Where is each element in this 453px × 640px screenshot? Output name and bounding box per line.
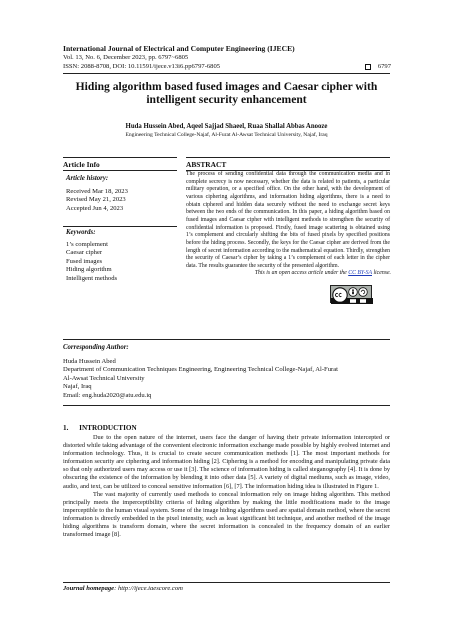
homepage-label: Journal homepage xyxy=(63,585,115,592)
introduction-body xyxy=(63,434,390,539)
introduction-heading: 1. INTRODUCTION xyxy=(63,424,137,432)
paper-title xyxy=(63,80,390,106)
article-history-list xyxy=(66,188,128,213)
journal-issn-doi: ISSN: 2088-8708, DOI: 10.11591/ijece.v13i6.pp6797-6805 xyxy=(63,63,221,70)
keywords-list xyxy=(66,241,117,283)
article-info-rule xyxy=(63,170,177,171)
received-date: Received Mar 18, 2023 xyxy=(66,188,128,195)
cc-by-sa-badge-icon[interactable] xyxy=(330,285,372,303)
article-history-heading: Article history: xyxy=(66,175,109,182)
accepted-date: Accepted Jun 4, 2023 xyxy=(66,204,124,212)
keyword: Hiding algorithm xyxy=(66,266,112,274)
corresponding-top-rule xyxy=(63,339,390,340)
affiliation: Engineering Technical College-Najaf, Al-Furat Al-Awsat Technical University, Najaf, Iraq xyxy=(125,132,328,138)
square-icon xyxy=(365,64,371,70)
journal-volume: Vol. 13, No. 6, December 2023, pp. 6797~6805 xyxy=(63,54,189,61)
corresponding-email[interactable]: Email: eng.huda2020@atu.edu.iq xyxy=(63,391,152,399)
abstract-heading: ABSTRACT xyxy=(186,160,227,169)
license-link[interactable]: CC BY-SA xyxy=(348,270,372,276)
keywords-rule xyxy=(63,226,177,227)
header-divider xyxy=(63,73,390,74)
article-info-top-rule xyxy=(63,157,177,158)
corresponding-name: Huda Hussein Abed xyxy=(63,358,116,365)
open-access-note xyxy=(255,270,391,276)
keyword: Intelligent methods xyxy=(66,274,118,282)
authors: Huda Hussein Abed, Aqeel Sajjad Shaeel, Ruaa Shallal Abbas Anooze xyxy=(125,123,328,130)
homepage-url[interactable]: : http://ijece.iaescore.com xyxy=(114,585,183,592)
footer-rule xyxy=(63,582,390,583)
open-access-prefix: This is an open access article under the xyxy=(254,270,349,276)
article-info-heading: Article Info xyxy=(63,160,100,169)
title-line-2: intelligent security enhancement xyxy=(146,93,307,107)
corresponding-heading: Corresponding Author: xyxy=(63,344,129,351)
journal-name: International Journal of Electrical and Computer Engineering (IJECE) xyxy=(63,44,295,53)
keyword: Fused images xyxy=(66,257,103,265)
introduction-paragraph-2: The vast majority of currently used methods to conceal information rely on image hiding algorithm. This method principally meets the imperceptibility criteria of hiding algorithm by making the little modifications made to the image imperceptible to the human visual system. Some of the image hiding algorithms used are spatial domain method, where the secret information is directly embedded in the pixel intensity, such as least significant bit technique, and another method of the image hiding algorithms is transform domain, where the secret information is concealed in the frequency domain of an earlier transformed image [8]. xyxy=(63,490,390,539)
corresponding-bottom-rule xyxy=(63,405,390,406)
abstract-top-rule xyxy=(186,157,390,158)
open-access-suffix: license. xyxy=(372,270,391,276)
page-number-group xyxy=(365,63,391,70)
corresponding-location: Najaf, Iraq xyxy=(63,383,92,391)
introduction-paragraph-1: Due to the open nature of the internet, users face the danger of having their private information intercepted or distorted while taking advantage of the convenient electronic information exchange made possible by highly evolved internet and information technology. Thus, it is crucial to create secure communication methods [1]. The most important methods for information security are ciphering and information hiding [2]. Ciphering is a method for encoding and manipulating private data so that only authorized users may access or use it [3]. The science of information hiding is called steganography [4]. It is done by obscuring the existence of the information by blending it into other data [5]. A variety of digital mediums, such as image, video, audio, and text, can be utilized to conceal sensitive information [6], [7]. The information hiding idea is illustrated in Figure 1. xyxy=(63,434,390,490)
journal-homepage xyxy=(63,585,183,592)
corresponding-department: Department of Communication Techniques Engineering, Engineering Technical College-Najaf, Al-Furat xyxy=(63,366,338,374)
abstract-text: The process of sending confidential data through the communication media and in complete secrecy is now necessary, whether the data is related to patients, a particular military operation, or a specified office. On the other hand, with the development of various ciphering algorithms, and information hiding algorithms, there is a need to obtain ciphered and hidden data securely without the need to exchange secret keys between the two ends of the communication. In this paper, a hiding algorithm based on fused images and Caesar cipher with intelligent methods to strengthen the security of confidential information is proposed. Firstly, fused image scattering is obtained using 1’s complement and circularly shifting the bits of fused pixels by specified positions before the hiding process. Secondly, the keys for the Caesar cipher are derived from the length of secret information according to the mathematical equation. Thirdly, strengthen the security of Caesar’s cipher by taking a 1’s complement of each letter in the cipher data. The results guarantee the security of the presented algorithm. xyxy=(186,171,390,269)
keyword: 1’s complement xyxy=(66,241,108,248)
keyword: Caesar cipher xyxy=(66,249,103,257)
revised-date: Revised May 21, 2023 xyxy=(66,196,126,204)
corresponding-details xyxy=(63,358,393,400)
corresponding-university: Al-Awsat Technical University xyxy=(63,374,145,382)
title-line-1: Hiding algorithm based fused images and Caesar cipher with xyxy=(75,80,378,93)
keywords-heading: Keywords: xyxy=(66,229,96,236)
page-number: 6797 xyxy=(377,63,391,70)
cc-badge-graphic-icon xyxy=(331,286,373,304)
